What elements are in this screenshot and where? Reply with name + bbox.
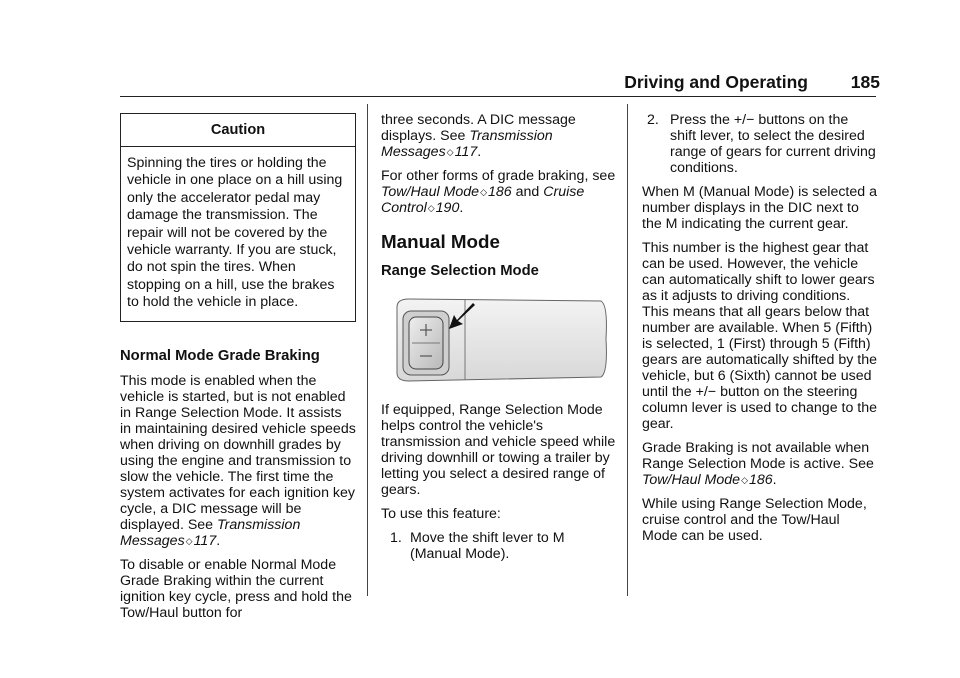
column-1 [120,112,356,629]
paragraph-text: When M (Manual Mode) is selected a number displays in the DIC next to the M indicating the current gear. [642,184,877,232]
column-3 [642,112,878,552]
page-reference-icon: ◇ [480,187,487,197]
paragraph-text: This number is the highest gear that can be used. However, the vehicle can automatically shift to lower gears as it adjusts to driving conditions. This means that all gears below that number are available. When 5 (Fifth) is selected, 1 (First) through 5 (Fifth) gears are automatically shifted by the vehicle, but 6 (Sixth) cannot be used until the +/− button on the steering column lever is used to change to the gear. [642,240,878,432]
shift-lever-illustration [391,295,610,384]
paragraph [381,112,617,160]
caution-title: Caution [121,114,355,147]
paragraph-text: If equipped, Range Selection Mode helps control the vehicle's transmission and vehicle speed while driving downhill or towing a trailer by letting you select a desired range of gears. [381,402,616,498]
paragraph [642,440,878,488]
conjunction: and [515,184,540,200]
paragraph [120,557,356,621]
page-link[interactable]: 186 [748,472,773,488]
list-item [642,112,878,176]
page-link[interactable]: 186 [487,184,512,200]
paragraph-text: three seconds. A DIC message displays. See [381,112,576,144]
cruise-control-link[interactable]: Cruise Control [381,184,585,216]
step-number: 2. [647,112,659,128]
manual-mode-heading: Manual Mode [381,231,500,252]
tow-haul-mode-link[interactable]: Tow/Haul Mode [642,472,741,488]
page-reference-icon: ◇ [446,147,454,157]
range-selection-heading: Range Selection Mode [381,263,539,279]
tow-haul-mode-link[interactable]: Tow/Haul Mode [381,184,480,200]
paragraph-text: To use this feature: [381,506,501,522]
transmission-messages-link[interactable]: Transmission Messages [120,516,301,549]
punctuation: . [216,532,221,549]
punctuation: . [477,144,482,160]
column-divider-left [367,104,368,596]
paragraph [120,373,356,549]
step-number: 1. [390,530,402,546]
punctuation: . [772,472,777,488]
page-link[interactable]: 117 [454,144,478,160]
steps-list [642,112,878,176]
page-number: 185 [850,72,880,92]
page-reference-icon: ◇ [741,475,748,485]
section-title: Driving and Operating [624,72,808,92]
paragraph-text: To disable or enable Normal Mode Grade Braking within the current ignition key cycle, press and hold the Tow/Haul button for [120,556,352,621]
list-item [381,530,617,562]
paragraph-text: While using Range Selection Mode, cruise control and the Tow/Haul Mode can be used. [642,496,867,544]
paragraph [642,496,878,544]
header-rule [120,96,876,97]
column-2 [381,112,617,570]
page-link[interactable]: 117 [193,532,217,549]
paragraph [381,168,617,216]
transmission-messages-link[interactable]: Transmission Messages [381,128,553,160]
page-link[interactable]: 190 [435,200,460,216]
paragraph [642,184,878,232]
step-text: Press the +/− buttons on the shift lever, to select the desired range of gears for current driving conditions. [670,112,876,176]
column-divider-right [627,104,628,596]
normal-mode-heading: Normal Mode Grade Braking [120,347,320,364]
paragraph [381,506,617,522]
paragraph-text: Grade Braking is not available when Range Selection Mode is active. See [642,440,874,472]
caution-box [120,113,356,322]
page-reference-icon: ◇ [427,203,435,213]
page-reference-icon: ◇ [185,535,193,546]
paragraph-text: For other forms of grade braking, see [381,168,616,184]
step-text: Move the shift lever to M (Manual Mode). [410,530,565,562]
punctuation: . [459,200,464,216]
caution-text: Spinning the tires or holding the vehicle in one place on a hill using only the accelerator pedal may damage the transmission. The repair will not be covered by the vehicle warranty. If you are stuck, do not spin the tires. When stopping on a hill, use the brakes to hold the vehicle in place. [127,155,343,311]
paragraph-text: This mode is enabled when the vehicle is started, but is not enabled in Range Selection Mode. It assists in maintaining desired vehicle speeds when driving on downhill grades by using the engine and transmission to slow the vehicle. The first time the system activates for each ignition key cycle, a DIC message will be displayed. See [120,372,356,533]
paragraph [381,402,617,498]
steps-list [381,530,617,562]
paragraph [642,240,878,432]
